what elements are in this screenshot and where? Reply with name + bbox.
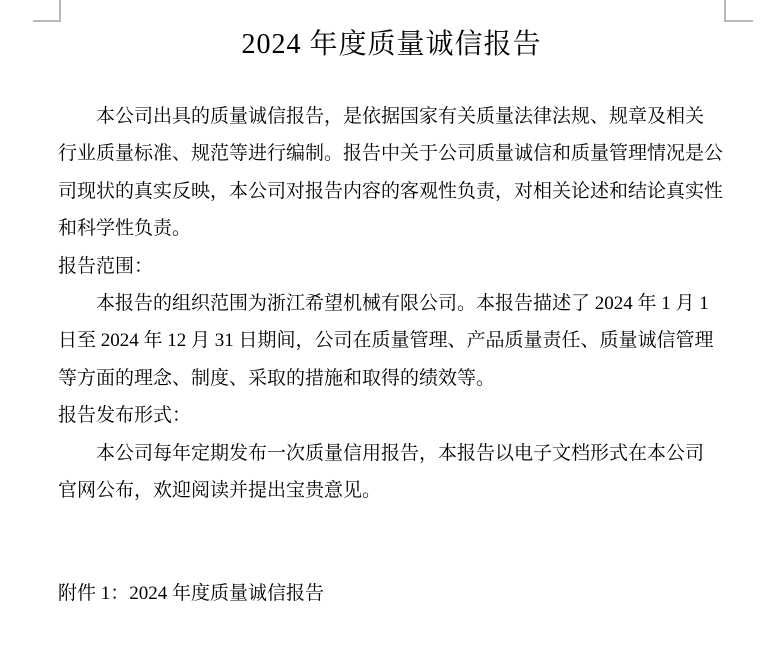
section-heading-report-scope: 报告范围： <box>58 255 154 277</box>
crop-mark-top-right-horizontal <box>724 20 753 22</box>
paragraph-intro <box>58 98 725 248</box>
text-line: 司现状的真实反映，本公司对报告内容的客观性负责，对相关论述和结论真实性 <box>58 180 724 202</box>
text-line: 等方面的理念、制度、采取的措施和取得的绩效等。 <box>58 367 496 389</box>
paragraph-report-release <box>58 435 725 510</box>
section-heading-report-release-form: 报告发布形式： <box>58 405 192 427</box>
text-line: 日至 2024 年 12 月 31 日期间，公司在质量管理、产品质量责任、质量诚信管理 <box>58 330 714 352</box>
text-line: 官网公布，欢迎阅读并提出宝贵意见。 <box>58 480 382 502</box>
text-line: 和科学性负责。 <box>58 218 192 240</box>
text-line: 本报告的组织范围为浙江希望机械有限公司。本报告描述了 2024 年 1 月 1 <box>96 293 709 315</box>
text-line: 本公司每年定期发布一次质量信用报告，本报告以电子文档形式在本公司 <box>96 442 705 464</box>
crop-mark-top-right-vertical <box>724 0 726 22</box>
attachment-note: 附件 1：2024 年度质量诚信报告 <box>58 583 325 605</box>
text-line: 本公司出具的质量诚信报告，是依据国家有关质量法律法规、规章及相关 <box>96 106 705 127</box>
crop-mark-top-left-horizontal <box>33 20 61 22</box>
crop-mark-top-left-vertical <box>59 0 61 22</box>
page-title: 2024 年度质量诚信报告 <box>241 29 542 60</box>
document-body <box>58 98 725 613</box>
paragraph-report-scope <box>58 285 725 397</box>
text-line: 行业质量标准、规范等进行编制。报告中关于公司质量诚信和质量管理情况是公 <box>58 143 724 165</box>
blank-lines-spacer <box>58 509 725 575</box>
